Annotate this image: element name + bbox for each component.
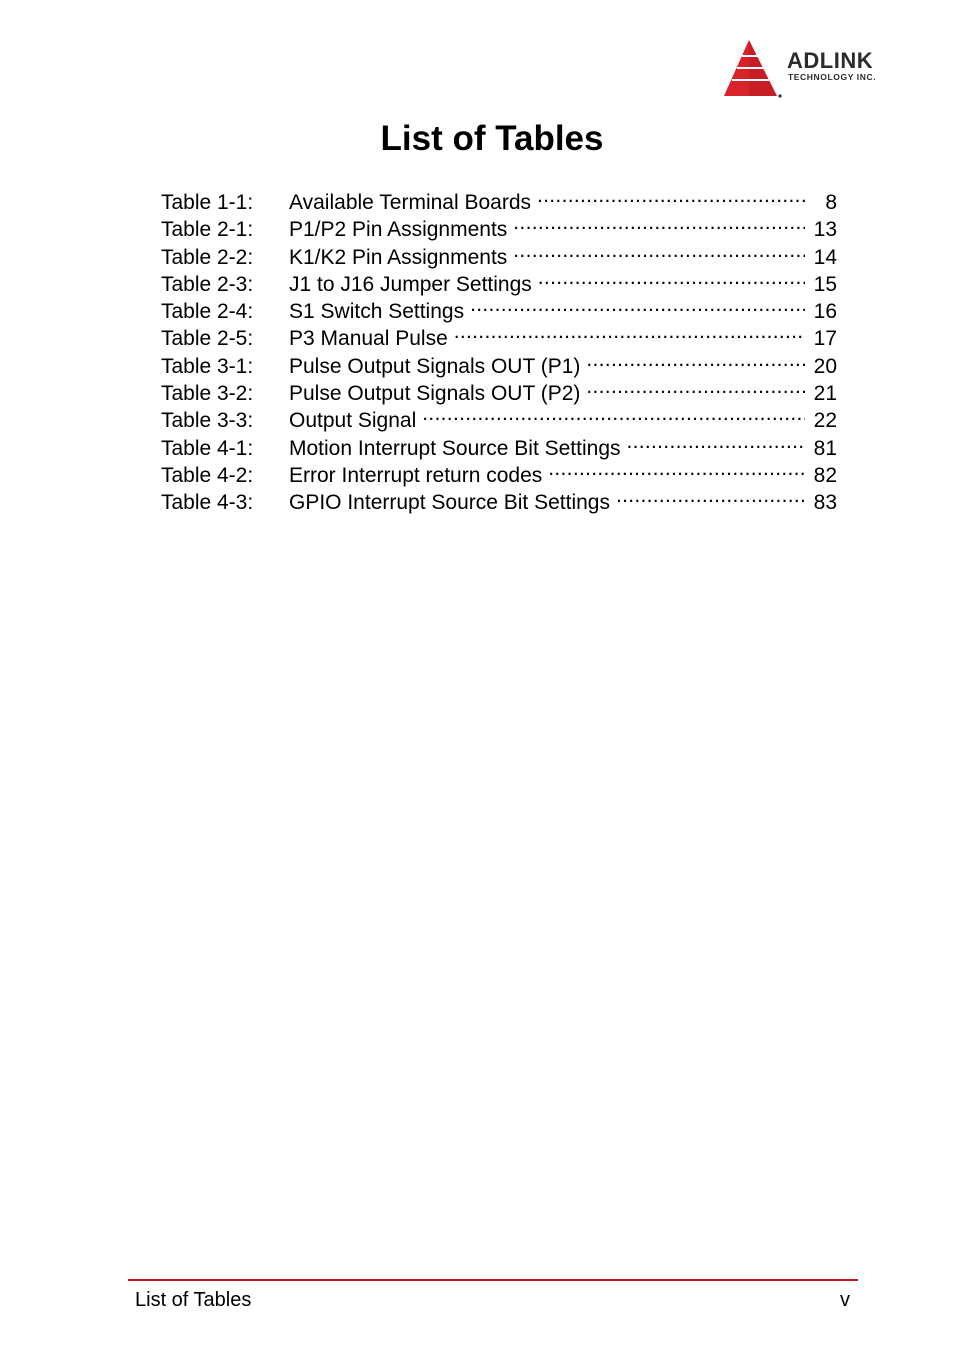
toc-entry-number: 4-3:	[217, 491, 254, 515]
toc-entry-page: 21	[813, 382, 837, 406]
toc-entry-label	[161, 435, 289, 462]
page-title: List of Tables	[380, 119, 604, 158]
toc-entry-label	[161, 407, 289, 434]
toc-entry-label	[161, 189, 289, 216]
toc-entry-leader-dots	[586, 373, 805, 400]
adlink-logo	[722, 38, 912, 100]
toc-entry-label	[161, 380, 289, 407]
toc-entry-title: P1/P2 Pin Assignments	[289, 218, 508, 242]
toc-entry-number: 4-1:	[217, 436, 254, 460]
toc-entry-page: 83	[813, 491, 837, 515]
toc-entry-label	[161, 216, 289, 243]
toc-entry-word: Table	[161, 354, 212, 378]
footer-page-number: v	[840, 1289, 850, 1311]
toc-entry-number: 4-2:	[217, 463, 254, 487]
toc-entry-title: P3 Manual Pulse	[289, 327, 448, 351]
toc-entry-title: Pulse Output Signals OUT (P1)	[289, 354, 581, 378]
toc-entry-title: J1 to J16 Jumper Settings	[289, 272, 532, 296]
toc-entry-number: 2-2:	[217, 245, 254, 269]
toc-entry-word: Table	[161, 272, 212, 296]
toc-entry-page: 13	[813, 218, 837, 242]
toc-entry-number: 2-1:	[217, 218, 254, 242]
adlink-pyramid-icon	[722, 38, 784, 100]
toc-entry-leader-dots	[513, 237, 805, 264]
toc-entry-page: 16	[813, 300, 837, 324]
toc-entry-leader-dots	[586, 346, 805, 373]
toc-entry-leader-dots	[454, 318, 805, 345]
toc-entry-leader-dots	[422, 400, 805, 427]
toc-entry-word: Table	[161, 300, 212, 324]
toc-entry-label	[161, 462, 289, 489]
toc-entry-word: Table	[161, 382, 212, 406]
footer-divider	[128, 1279, 858, 1281]
toc-entry-word: Table	[161, 491, 212, 515]
toc-entry-title: Motion Interrupt Source Bit Settings	[289, 436, 621, 460]
toc-entry-word: Table	[161, 327, 212, 351]
toc-entry-label	[161, 244, 289, 271]
toc-entry-page: 22	[813, 409, 837, 433]
logo-wordmark: ADLINK	[787, 48, 874, 73]
toc-entry-word: Table	[161, 218, 212, 242]
toc-entry-title: Pulse Output Signals OUT (P2)	[289, 382, 581, 406]
toc-entry-title: K1/K2 Pin Assignments	[289, 245, 508, 269]
toc-entry-label	[161, 271, 289, 298]
toc-entry-page: 8	[825, 191, 837, 214]
toc-entry-leader-dots	[537, 182, 805, 209]
toc-entry-title: Output Signal	[289, 409, 417, 433]
toc-entry-label	[161, 298, 289, 325]
toc-entry-page: 81	[813, 436, 837, 460]
logo-tagline: TECHNOLOGY INC.	[788, 72, 877, 82]
toc-entry-leader-dots	[538, 264, 805, 291]
toc-entry-page: 15	[813, 272, 837, 296]
footer-section-title: List of Tables	[135, 1289, 252, 1311]
toc-entry-label	[161, 353, 289, 380]
toc-entry-number: 3-2:	[217, 382, 254, 406]
toc-entry-word: Table	[161, 409, 212, 433]
toc-entry-word: Table	[161, 245, 212, 269]
toc-entry-leader-dots	[616, 482, 805, 509]
toc-entry-title: Error Interrupt return codes	[289, 463, 543, 487]
toc-entry-number: 2-4:	[217, 300, 254, 324]
toc-entry-page: 14	[813, 245, 837, 269]
toc-entry-number: 2-3:	[217, 272, 254, 296]
toc-entry-page: 82	[813, 463, 837, 487]
toc-entry[interactable]	[161, 182, 837, 214]
toc-entry-word: Table	[161, 463, 212, 487]
toc-entry-word: Table	[161, 436, 212, 460]
toc-entry-page: 17	[813, 327, 837, 351]
toc-entry-page: 20	[813, 354, 837, 378]
toc-entry-number: 1-1:	[217, 191, 254, 214]
toc-entry-leader-dots	[513, 209, 805, 236]
toc-entry-leader-dots	[470, 291, 805, 318]
toc-entry-leader-dots	[627, 428, 806, 455]
table-of-tables	[161, 182, 837, 515]
toc-entry-word: Table	[161, 191, 212, 214]
toc-entry-label	[161, 489, 289, 516]
toc-entry-leader-dots	[548, 455, 805, 482]
toc-entry-title: Available Terminal Boards	[289, 191, 532, 214]
toc-entry-title: GPIO Interrupt Source Bit Settings	[289, 491, 610, 515]
toc-entry-number: 3-1:	[217, 354, 254, 378]
toc-entry-label	[161, 325, 289, 352]
toc-entry-number: 2-5:	[217, 327, 254, 351]
toc-entry-number: 3-3:	[217, 409, 254, 433]
toc-entry-title: S1 Switch Settings	[289, 300, 465, 324]
